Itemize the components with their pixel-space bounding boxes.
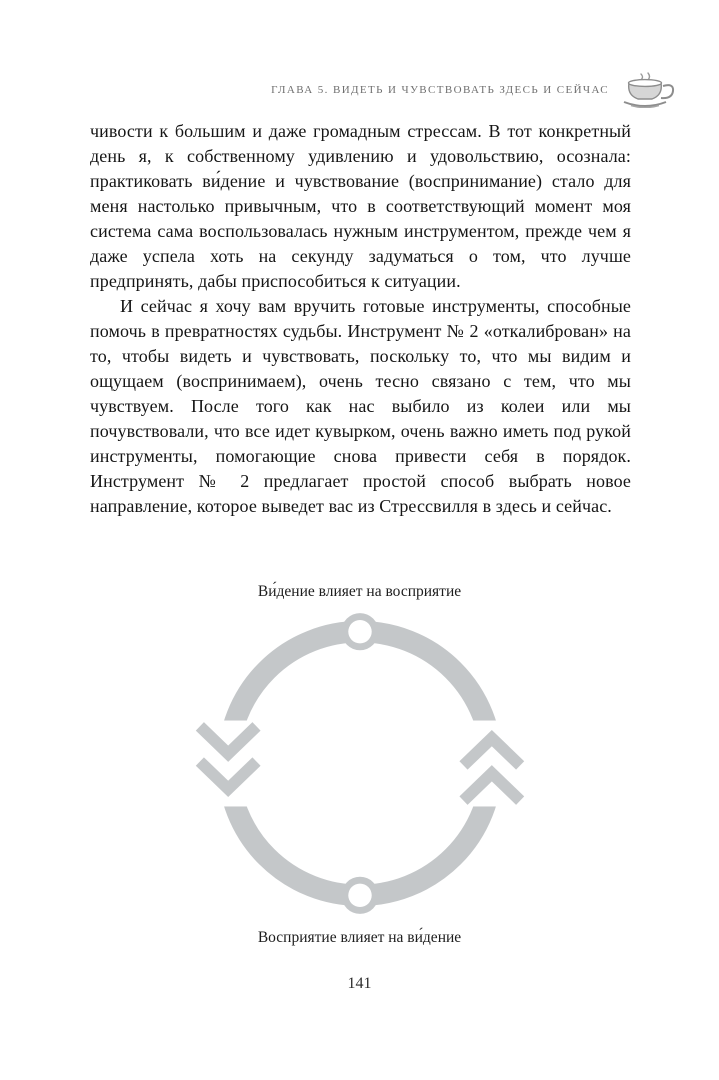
teacup-icon xyxy=(621,72,679,108)
cycle-ring xyxy=(228,632,492,896)
paragraph: И сейчас я хочу вам вручить готовые инструменты, способные помочь в превратностях судьбы. Инструмент № 2 «откалиброван» на то, чтобы видеть и чувствовать, поскольку то, что мы видим и ощущаем (воспринимаем), очень тесно связано с тем, что мы чувствуем. После того как нас выбило из колеи или мы почувствовали, что все идет кувырком, очень важно иметь под рукой инструменты, помогающие снова привести себя в порядок. Инструмент № 2 предлагает простой способ выбрать новое направление, которое выведет вас из Стрессвилля в здесь и сейчас. xyxy=(90,296,631,516)
body-text xyxy=(90,119,631,519)
cycle-node-bottom-center xyxy=(348,884,371,907)
running-header xyxy=(90,72,679,108)
page-number: 141 xyxy=(347,975,372,992)
paragraph: чивости к большим и даже громадным стрессам. В тот конкретный день я, к собственному удивлению и удовольствию, осознала: практиковать ви́дение и чувствование (воспринимание) стало для меня настолько привычным, что в соответствующий момент моя система сама воспользовалась нужным инструментом, прежде чем я даже успела хоть на секунду задуматься о том, что лучше предпринять, дабы приспособиться к ситуации. xyxy=(90,121,631,291)
diagram-caption-bottom: Восприятие влияет на ви́дение xyxy=(257,929,462,946)
chapter-header-title: ГЛАВА 5. ВИДЕТЬ И ЧУВСТВОВАТЬ ЗДЕСЬ И СЕЙЧАС xyxy=(271,84,609,96)
cycle-diagram xyxy=(194,611,526,916)
cycle-node-top-center xyxy=(348,620,371,643)
diagram-caption-top: Ви́дение влияет на восприятие xyxy=(257,583,462,600)
